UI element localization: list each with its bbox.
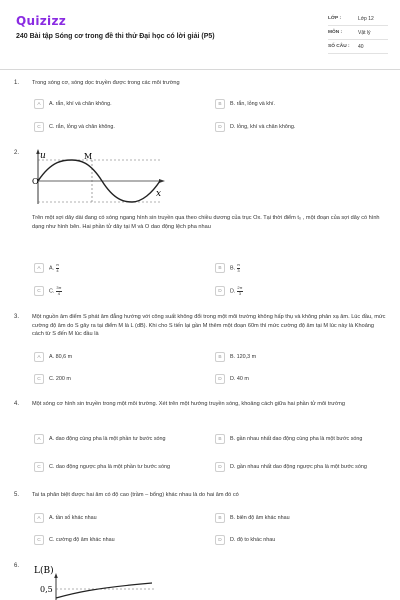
option-letter: C	[34, 122, 44, 132]
option-letter: C	[34, 286, 44, 296]
option-text: A. 80,6 m	[49, 353, 73, 360]
option-text: D. lỏng, khí và chân không.	[230, 123, 296, 130]
option-prefix: C.	[49, 288, 55, 295]
meta-count-value: 40	[358, 43, 364, 50]
option-letter: C	[34, 462, 44, 472]
option-text: D. 40 m	[230, 375, 249, 382]
question-number: 6.	[14, 563, 20, 569]
option-d[interactable]	[215, 121, 390, 133]
meta-grade-label: LỚP :	[328, 16, 342, 21]
option-b[interactable]	[215, 351, 390, 363]
option-letter: B	[215, 434, 225, 444]
meta-subject-label: MÔN :	[328, 30, 343, 35]
option-c[interactable]	[34, 534, 209, 546]
fraction-denominator: 3	[237, 267, 240, 273]
question-text: Trên một sợi dây dài đang có sóng ngang hình sin truyền qua theo chiều dương của trục Ox. Tại thời điểm t₀ , một đoạn của sợi dây có hình dạng như hình bên. Hai phần tử dây tại M và O dao động lệch pha nhau	[32, 215, 380, 230]
option-prefix: B.	[230, 265, 236, 272]
fraction	[56, 286, 62, 296]
fraction-numerator: π	[56, 262, 59, 267]
option-text: A. dao động cùng pha là một phần tư bước sóng	[49, 435, 166, 442]
option-text: A. rắn, khí và chân không.	[49, 100, 112, 107]
fraction	[237, 286, 243, 296]
fraction-numerator: 2π	[237, 285, 243, 290]
option-letter: C	[34, 374, 44, 384]
option-letter: A	[34, 513, 44, 523]
option-b[interactable]	[215, 512, 390, 524]
option-text: C. cường độ âm khác nhau	[49, 536, 115, 543]
fraction-numerator: 3π	[56, 285, 62, 290]
fraction-denominator: 4	[57, 290, 61, 296]
option-text	[230, 286, 243, 296]
meta-subject-row	[328, 26, 388, 40]
tick-label: 0,5	[40, 585, 53, 594]
question-number: 4.	[14, 401, 20, 407]
option-a[interactable]	[34, 351, 209, 363]
option-c[interactable]	[34, 460, 209, 474]
question-text: Một sóng cơ hình sin truyền trong một môi trường. Xét trên một hướng truyền sóng, khoảng cách giữa hai phần tử môi trường	[32, 401, 345, 407]
question-number: 1.	[14, 80, 20, 86]
fraction	[237, 263, 241, 273]
wave-figure	[32, 148, 172, 206]
option-c[interactable]	[34, 121, 209, 133]
x-axis-label: x	[156, 189, 162, 199]
worksheet-header	[0, 0, 400, 70]
question-number: 2.	[14, 150, 20, 156]
option-text: C. rắn, lỏng và chân không.	[49, 123, 115, 130]
option-letter: A	[34, 99, 44, 109]
option-a[interactable]	[34, 432, 209, 446]
option-letter: B	[215, 263, 225, 273]
u-axis-label: u	[40, 151, 46, 161]
option-d[interactable]	[215, 285, 390, 297]
option-a[interactable]	[34, 262, 209, 274]
option-b[interactable]	[215, 432, 390, 446]
option-b[interactable]	[215, 262, 390, 274]
option-letter: A	[34, 352, 44, 362]
option-text: B. gần nhau nhất dao động cùng pha là một bước sóng	[230, 435, 363, 442]
option-b[interactable]	[215, 98, 390, 110]
option-text	[230, 263, 240, 273]
option-a[interactable]	[34, 512, 209, 524]
option-d[interactable]	[215, 460, 390, 474]
point-m-label: M	[84, 152, 93, 161]
fraction-denominator: 4	[56, 267, 59, 273]
meta-count-row	[328, 40, 388, 54]
question-number: 5.	[14, 492, 20, 498]
option-d[interactable]	[215, 373, 390, 385]
option-letter: C	[34, 535, 44, 545]
y-axis-label: L(B)	[34, 566, 54, 576]
option-text: B. biên độ âm khác nhau	[230, 514, 290, 521]
worksheet-meta	[328, 12, 388, 54]
question-text: Một nguồn âm điểm S phát âm đẳng hướng với công suất không đổi trong một môi trường không hấp thụ và không phản xạ âm. Lúc đầu, mức cường độ âm do S gây ra tại điểm M là L (dB). Khi cho S tiến lại gần M thêm một đoạn 60m thì mức cường độ âm tại M lúc này là Khoảng cách từ S đến M lúc đầu là	[32, 314, 386, 338]
option-text: C. 200 m	[49, 375, 71, 382]
option-text: D. độ to khác nhau	[230, 536, 276, 543]
option-c[interactable]	[34, 285, 209, 297]
option-letter: D	[215, 286, 225, 296]
quizizz-logo: Quizizz	[16, 14, 67, 28]
worksheet-title: 240 Bài tập Sóng cơ trong đề thi thử Đại học có lời giải (P5)	[16, 33, 215, 40]
option-prefix: D.	[230, 288, 236, 295]
option-text: B. rắn, lỏng và khí.	[230, 100, 275, 107]
origin-label: O	[32, 177, 39, 186]
option-prefix: A.	[49, 265, 55, 272]
option-letter: B	[215, 352, 225, 362]
option-letter: D	[215, 374, 225, 384]
option-letter: B	[215, 99, 225, 109]
option-letter: A	[34, 263, 44, 273]
fraction-numerator: π	[237, 262, 240, 267]
option-d[interactable]	[215, 534, 390, 546]
option-letter: D	[215, 535, 225, 545]
option-text: A. tần số khác nhau	[49, 514, 97, 521]
meta-count-label: SỐ CÂU :	[328, 44, 350, 49]
meta-subject-value: Vật lý	[358, 29, 371, 36]
fraction-denominator: 3	[238, 290, 242, 296]
option-letter: A	[34, 434, 44, 444]
option-text: C. dao động ngược pha là một phần tư bước sóng	[49, 463, 170, 470]
question-text: Trong sóng cơ, sóng dọc truyền được trong các môi trường	[32, 80, 180, 86]
fraction	[56, 263, 60, 273]
option-letter: D	[215, 122, 225, 132]
meta-grade-row	[328, 12, 388, 26]
question-text: Tai ta phân biệt được hai âm có độ cao (trầm – bổng) khác nhau là do hai âm đó có	[32, 492, 239, 498]
option-text	[49, 263, 59, 273]
option-text: D. gần nhau nhất dao động ngược pha là một bước sóng	[230, 463, 367, 470]
option-letter: D	[215, 462, 225, 472]
option-a[interactable]	[34, 98, 209, 110]
option-text	[49, 286, 62, 296]
option-c[interactable]	[34, 373, 209, 385]
option-letter: B	[215, 513, 225, 523]
meta-grade-value: Lớp 12	[358, 15, 374, 22]
sound-level-figure	[34, 561, 154, 600]
question-number: 3.	[14, 314, 20, 320]
option-text: B. 120,3 m	[230, 353, 257, 360]
